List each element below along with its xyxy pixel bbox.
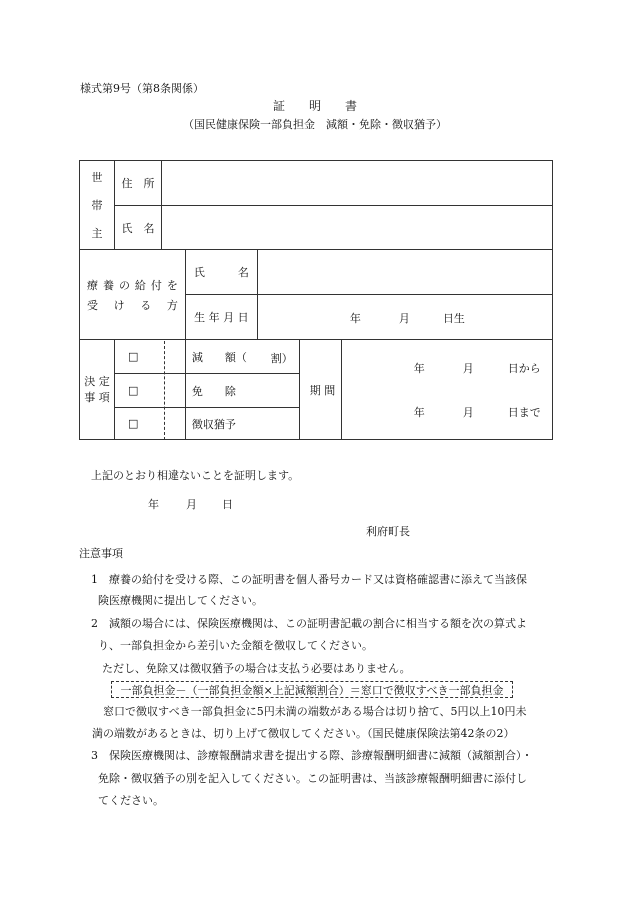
birth-date-field[interactable] [257,295,552,340]
recipient-label: 療 養 の 給 付 を 受 け る 方 [80,250,186,340]
deferral-checkbox[interactable]: □ [114,408,185,440]
notes-heading: 注意事項 [79,547,123,560]
date-day-label: 日 [222,498,233,511]
address-field[interactable] [161,161,552,206]
householder-name-label: 氏 名 [114,206,161,250]
birth-day-label: 日生 [442,312,465,325]
period-from-year: 年 [413,362,425,375]
note-3-line-3: てください。 [98,794,164,807]
note-2-line-4: 窓口で徴収すべき一部負担金に5円未満の端数がある場合は切り捨て、5円以上10円未 [103,705,527,718]
period-to-year: 年 [413,406,425,419]
birth-month-label: 月 [398,312,410,325]
period-to-month: 月 [462,406,474,419]
certification-statement: 上記のとおり相違ないことを証明します。 [91,469,300,482]
date-month-label: 月 [186,498,197,511]
note-2-line-1: 2 減額の場合には、保険医療機関は、この証明書記載の割合に相当する額を次の算式よ [91,617,527,630]
period-label: 期 間 [309,384,336,397]
note-1-line-2: 険医療機関に提出してください。 [98,594,263,607]
period-from-month: 月 [462,362,474,375]
period-from-day: 日から [507,362,541,375]
householder-label: 世 帯 主 [80,161,115,250]
reduction-formula: 一部負担金－（一部負担金額×上記減額割合）＝窓口で徴収すべき一部負担金 [111,681,513,698]
option-dashed-divider [164,341,165,440]
note-3-line-2: 免除・徴収猶予の別を記入してください。この証明書は、当該診療報酬明細書に添付し [98,772,527,785]
issuer-name: 利府町長 [366,525,410,538]
birth-year-label: 年 [349,312,361,325]
note-1-line-1: 1 療養の給付を受ける際、この証明書を個人番号カード又は資格確認書に添えて当該保 [91,573,527,586]
recipient-name-field[interactable] [257,250,552,295]
reduction-checkbox[interactable]: □ [114,340,185,374]
date-year-label: 年 [148,498,159,511]
exemption-checkbox[interactable]: □ [114,374,185,408]
certificate-form-table [79,160,553,440]
decision-label: 決 定 事 項 [80,340,115,440]
recipient-name-label: 氏 名 [185,250,257,295]
note-2-line-3: ただし、免除又は徴収猶予の場合は支払う必要はありません。 [102,662,411,675]
exemption-option: 免 除 [185,374,299,408]
householder-name-field[interactable] [161,206,552,250]
note-2-line-5: 満の端数があるときは、切り上げて徴収してください。（国民健康保険法第42条の2） [92,727,515,740]
note-2-line-2: り、一部負担金から差引いた金額を徴収してください。 [98,639,373,652]
birth-date-label: 生 年 月 日 [185,295,257,340]
period-divider [341,340,342,440]
note-3-line-1: 3 保険医療機関は、診療報酬請求書を提出する際、診療報酬明細書に減額（減額割合）・ [91,749,533,762]
address-label: 住 所 [114,161,161,206]
form-number: 様式第9号（第8条関係） [80,82,204,95]
deferral-option: 徴収猶予 [185,408,299,440]
page-subtitle: （国民健康保険一部負担金 減額・免除・徴収猶予） [183,118,447,131]
period-cell [299,340,552,440]
page-title: 証 明 書 [272,99,357,113]
period-to-day: 日まで [507,406,541,419]
reduction-option: 減 額（ 割） [185,340,299,374]
